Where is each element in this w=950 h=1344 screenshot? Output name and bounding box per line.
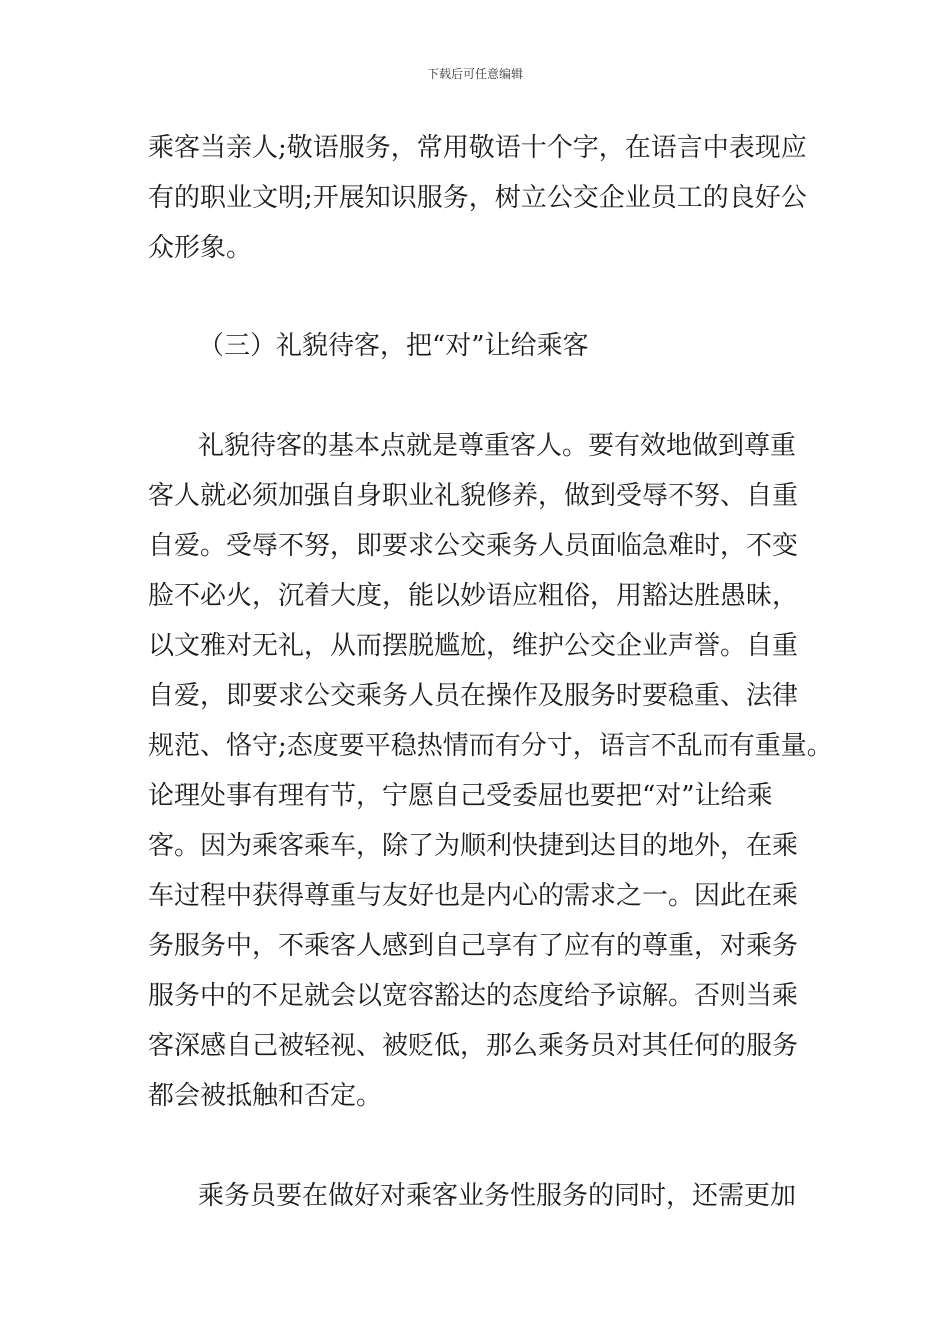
page-header: 下载后可任意编辑	[426, 67, 523, 81]
paragraph-1-line-3: 众形象。	[148, 233, 253, 263]
paragraph-2-line-8: 论理处事有理有节，宁愿自己受委屈也要把“对”让给乘	[148, 781, 773, 811]
paragraph-2-line-5: 以文雅对无礼，从而摆脱尴尬，维护公交企业声誉。自重	[148, 631, 799, 661]
paragraph-1-line-1: 乘客当亲人;敬语服务，常用敬语十个字，在语言中表现应	[148, 133, 807, 163]
paragraph-2-line-7: 规范、恪守;态度要平稳热情而有分寸，语言不乱而有重量。	[148, 731, 833, 761]
paragraph-2-line-6: 自爱，即要求公交乘务人员在操作及服务时要稳重、法律	[148, 681, 799, 711]
paragraph-2-line-14: 都会被抵触和否定。	[148, 1081, 383, 1111]
paragraph-2-line-4: 脸不必火，沉着大度，能以妙语应粗俗，用豁达胜愚昧，	[148, 581, 799, 611]
section-heading: （三）礼貌待客，把“对”让给乘客	[198, 331, 589, 361]
paragraph-2-line-3: 自爱。受辱不努，即要求公交乘务人员面临急难时，不变	[148, 531, 799, 561]
paragraph-1-line-2: 有的职业文明;开展知识服务，树立公交企业员工的良好公	[148, 183, 807, 213]
paragraph-2-line-13: 客深感自己被轻视、被贬低，那么乘务员对其任何的服务	[148, 1031, 799, 1061]
paragraph-2-line-9: 客。因为乘客乘车，除了为顺利快捷到达目的地外，在乘	[148, 831, 799, 861]
paragraph-2-line-2: 客人就必须加强自身职业礼貌修养，做到受辱不努、自重	[148, 481, 799, 511]
paragraph-3-line-1: 乘务员要在做好对乘客业务性服务的同时，还需更加	[198, 1181, 797, 1211]
paragraph-2-line-10: 车过程中获得尊重与友好也是内心的需求之一。因此在乘	[148, 881, 799, 911]
paragraph-2-line-11: 务服务中，不乘客人感到自己享有了应有的尊重，对乘务	[148, 931, 799, 961]
paragraph-2-line-12: 服务中的不足就会以宽容豁达的态度给予谅解。否则当乘	[148, 981, 799, 1011]
paragraph-2-line-1: 礼貌待客的基本点就是尊重客人。要有效地做到尊重	[198, 431, 797, 461]
